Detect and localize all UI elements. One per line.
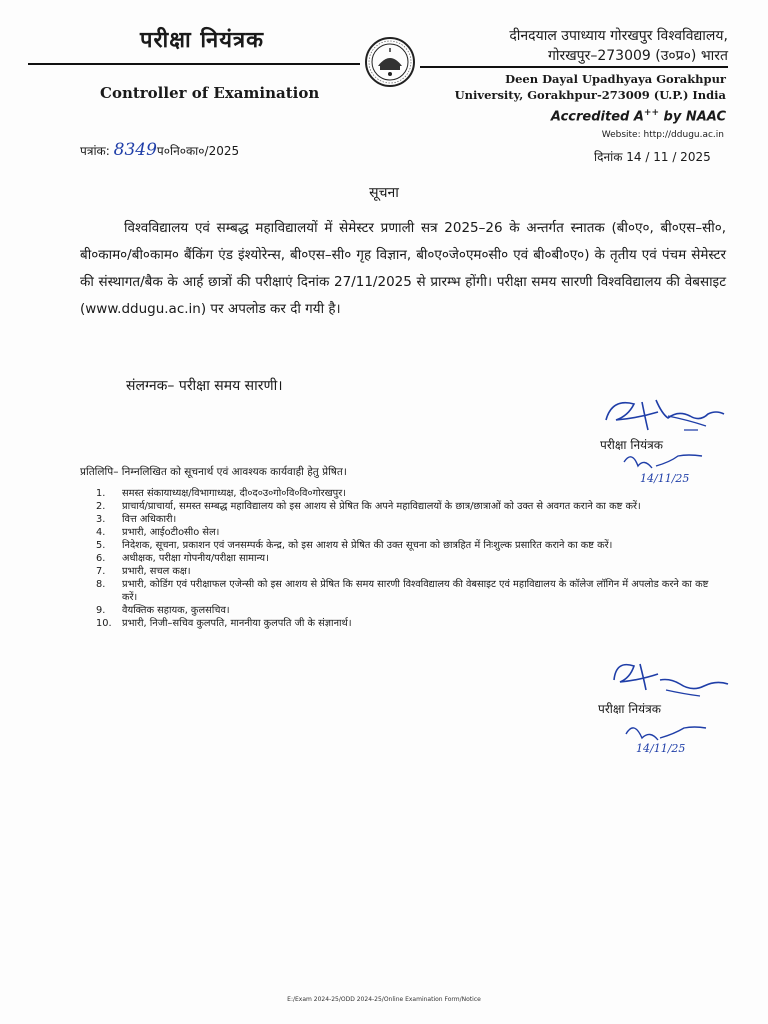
accreditation-text: Accredited A <box>550 109 644 125</box>
notice-title: सूचना <box>369 185 399 201</box>
notice-date <box>594 148 711 165</box>
list-item: 4. प्रभारी, आईoटीoसीo सेल। <box>96 527 220 538</box>
list-item: 10. प्रभारी, निजी–सचिव कुलपति, माननीया कुलपति जी के संज्ञानार्थ। <box>96 618 352 629</box>
accreditation-body: by NAAC <box>663 109 726 125</box>
hindi-office-title: परीक्षा नियंत्रक <box>140 28 265 53</box>
signature-2-date: 14/11/25 <box>636 742 686 755</box>
list-item: 9. वैयक्तिक सहायक, कुलसचिव। <box>96 605 230 616</box>
reference-label: पत्रांक: <box>80 144 110 158</box>
hindi-university-line-2: गोरखपुर–273009 (उ०प्र०) भारत <box>547 48 728 64</box>
accreditation-line <box>430 108 726 124</box>
date-value: 14 / 11 / 2025 <box>626 150 711 164</box>
header-rule-right <box>420 66 728 68</box>
list-item: 1. समस्त संकायाध्यक्ष/विभागाध्यक्ष, दी०द०उ०गो०वि०वि०गोरखपुर। <box>96 488 346 499</box>
hindi-university-line-1: दीनदयाल उपाध्याय गोरखपुर विश्वविद्यालय, <box>509 28 728 44</box>
accreditation-grade: ++ <box>643 108 660 118</box>
reference-suffix: प०नि०का०/2025 <box>156 144 240 158</box>
reference-number <box>80 140 239 160</box>
english-office-title: Controller of Examination <box>100 84 320 102</box>
list-item: 5. निदेशक, सूचना, प्रकाशन एवं जनसम्पर्क केन्द्र, को इस आशय से प्रेषित की उक्त सूचना को छात्रहित में निःशुल्क प्रसारित कराने का कष्ट करें। <box>96 540 613 551</box>
copy-recipient-list <box>80 487 726 630</box>
website-line: Website: http://ddugu.ac.in <box>601 130 724 140</box>
handwritten-reference-number: 8349 <box>113 140 157 160</box>
copy-heading: प्रतिलिपि– निम्नलिखित को सूचनार्थ एवं आवश्यक कार्यवाही हेतु प्रेषित। <box>80 466 347 478</box>
signature-1-date: 14/11/25 <box>640 472 690 485</box>
header-rule-left <box>28 63 360 65</box>
list-item: 7. प्रभारी, सचल कक्ष। <box>96 566 191 577</box>
signatory-2-title: परीक्षा नियंत्रक <box>598 702 661 716</box>
list-item: 3. वित्त अधिकारी। <box>96 514 177 525</box>
notice-body: विश्वविद्यालय एवं सम्बद्ध महाविद्यालयों में सेमेस्टर प्रणाली सत्र 2025–26 के अन्तर्गत स्नातक (बी०ए०, बी०एस–सी०, बी०काम०/बी०काम० बैंकिंग एंड इंश्योरेन्स, बी०एस–सी० गृह विज्ञान, बी०ए०जे०एम०सी० एवं बी०बी०ए०) के तृतीय एवं पंचम सेमेस्टर की संस्थागत/बैक के आर्ह छात्रों की परीक्षाएं दिनांक 27/11/2025 से प्रारम्भ होंगी। परीक्षा समय सारणी विश्वविद्यालय की वेबसाइट (www.ddugu.ac.in) पर अपलोड कर दी गयी है। <box>80 220 726 317</box>
list-item: 8. प्रभारी, कोडिंग एवं परीक्षाफल एजेन्सी को इस आशय से प्रेषित कि समय सारणी विश्वविद्यालय की वेबसाइट एवं महाविद्यालय के कॉलेज लॉगिन में अपलोड करने का कष्ट करें। <box>96 579 709 603</box>
date-label: दिनांक <box>594 150 623 164</box>
list-item: 6. अधीक्षक, परीक्षा गोपनीय/परीक्षा सामान्य। <box>96 553 269 564</box>
enclosure-line: संलग्नक– परीक्षा समय सारणी। <box>126 378 283 394</box>
english-university-line-1: Deen Dayal Upadhyaya Gorakhpur <box>505 72 726 86</box>
university-seal-icon <box>364 36 416 88</box>
signatory-1-title: परीक्षा नियंत्रक <box>600 438 663 452</box>
english-university-line-2: University, Gorakhpur-273009 (U.P.) India <box>454 88 726 102</box>
list-item: 2. प्राचार्य/प्राचार्या, समस्त सम्बद्ध महाविद्यालय को इस आशय से प्रेषित कि अपने महाविद्यालयों के छात्र/छात्राओं को उक्त से अवगत कराने का कष्ट करें। <box>96 501 641 512</box>
footer-file-path: E:/Exam 2024-25/ODD 2024-25/Online Examination Form/Notice <box>287 996 481 1003</box>
